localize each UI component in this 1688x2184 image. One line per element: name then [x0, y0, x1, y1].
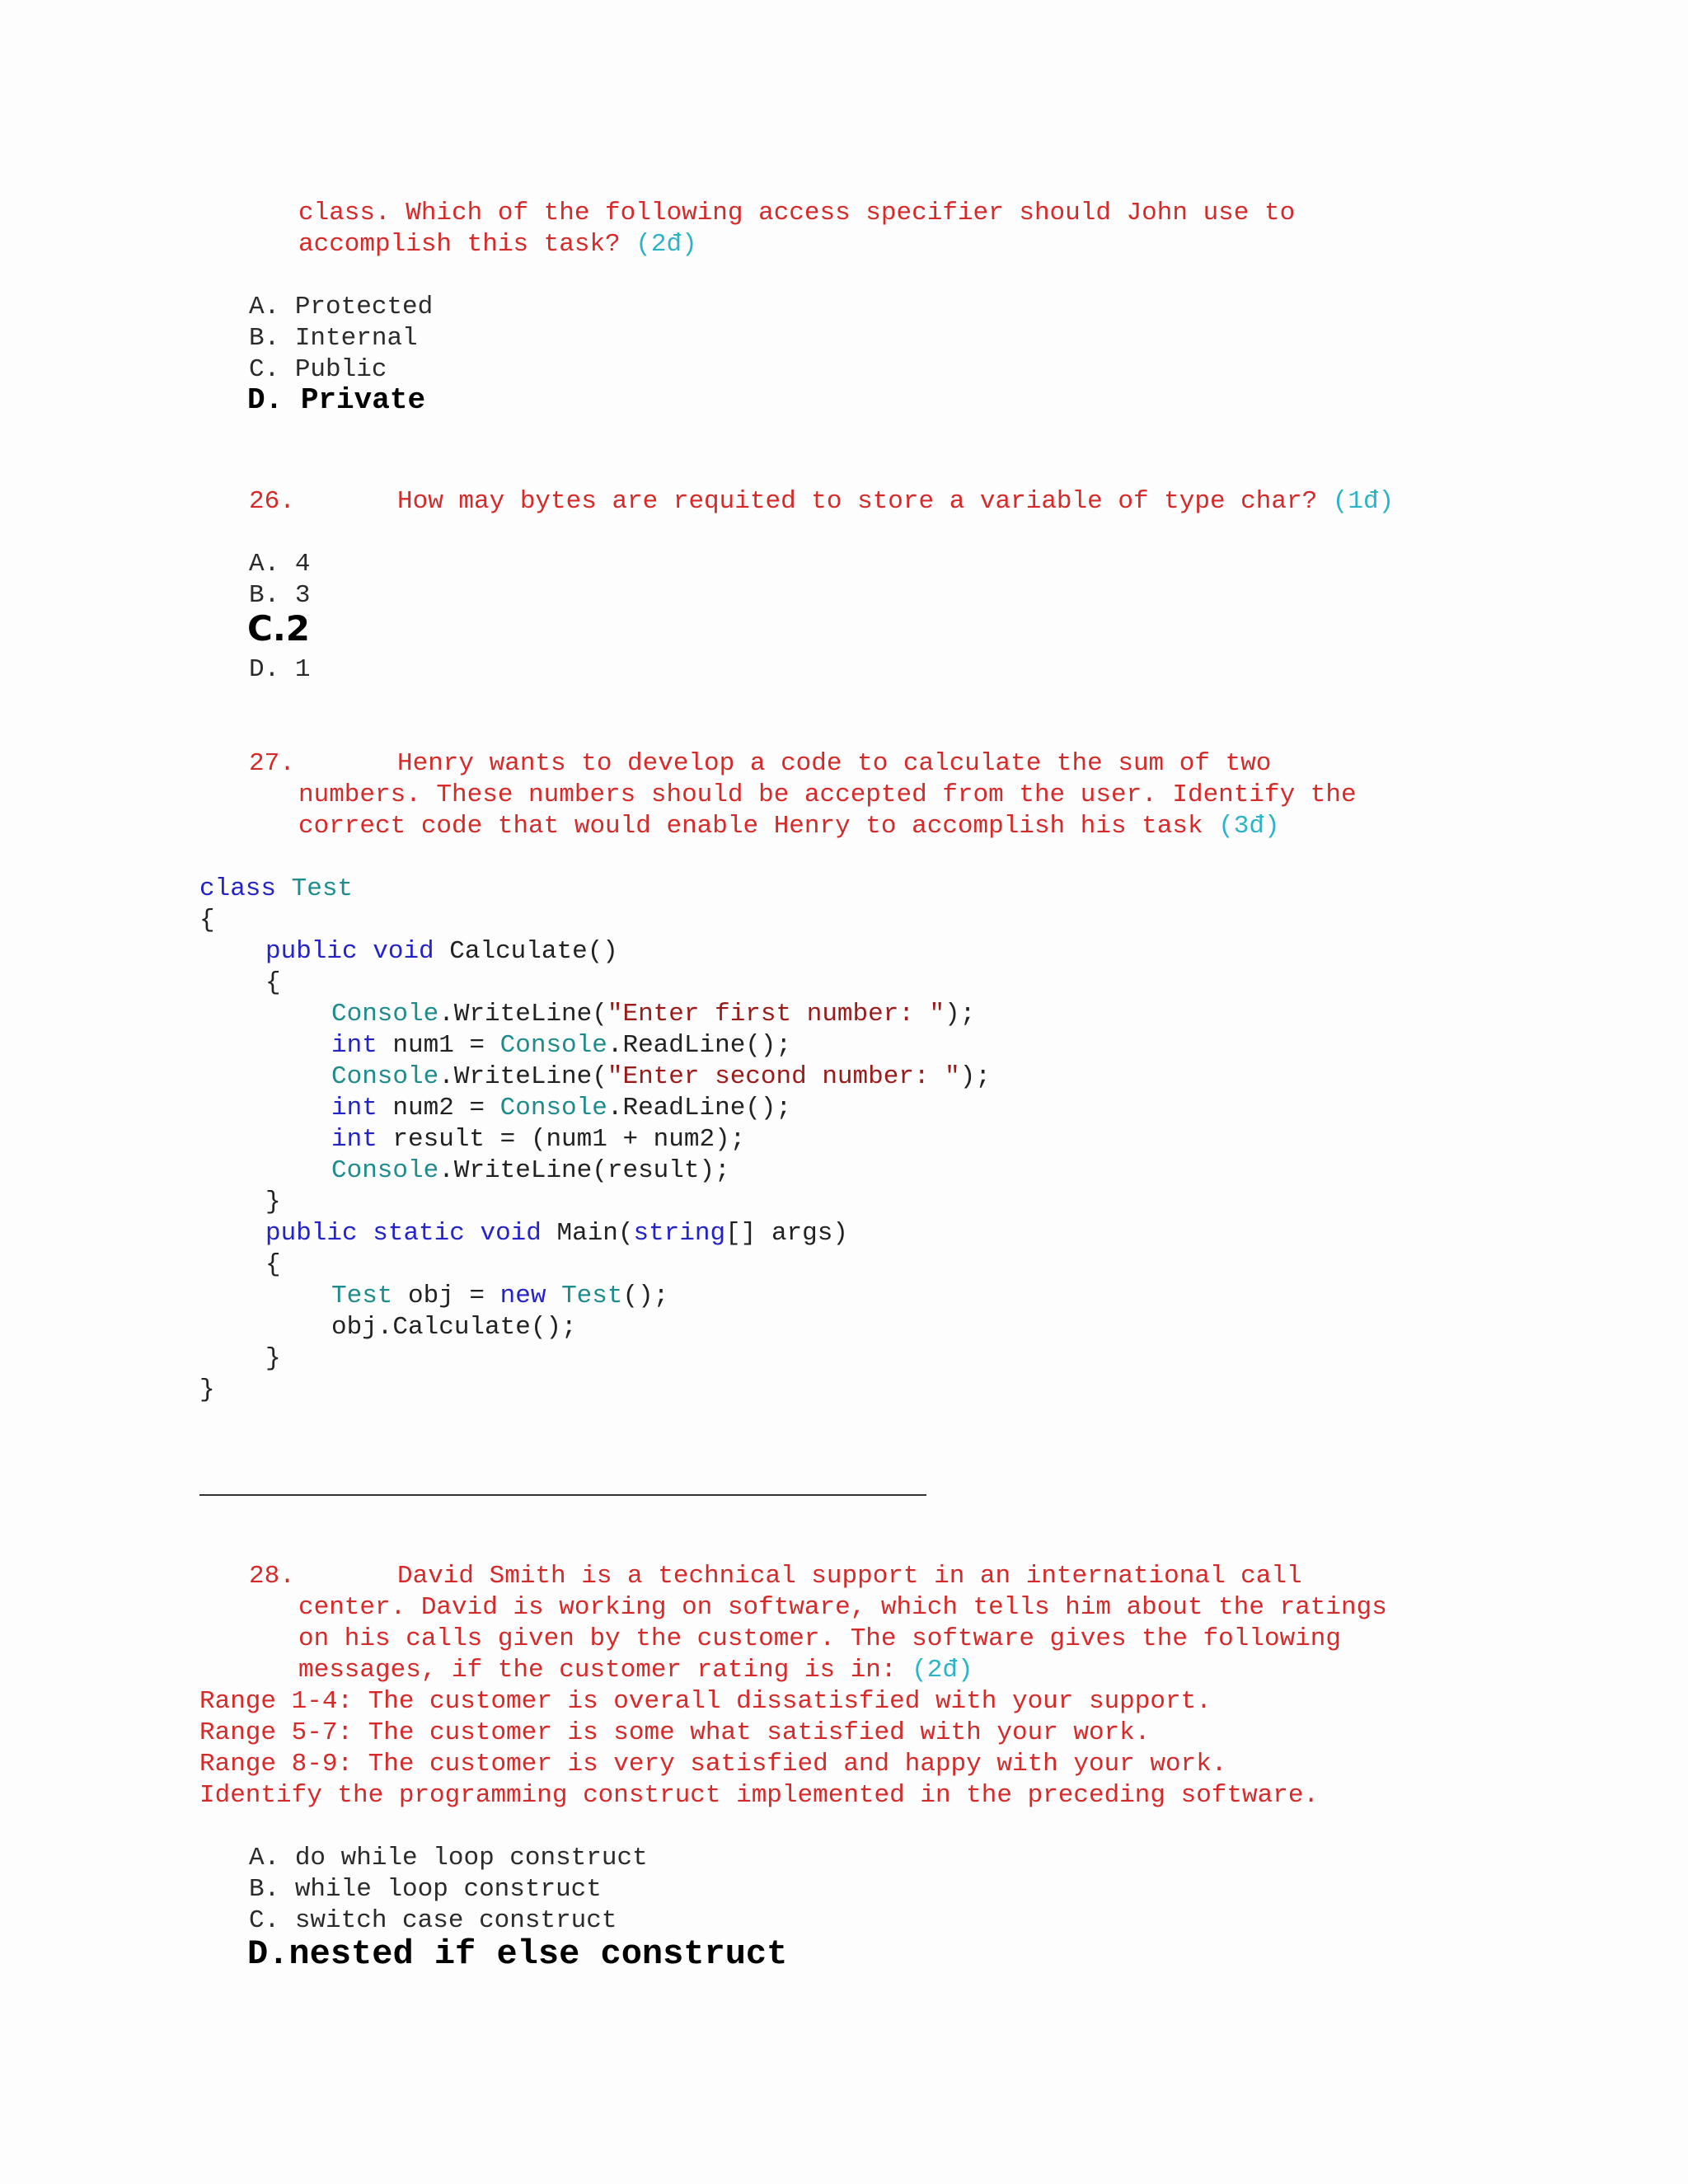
q28-range-2: Range 5-7: The customer is some what satisfied with your work.: [199, 1718, 1151, 1747]
q25-option-b: B. Internal: [249, 324, 418, 353]
q28-identify: Identify the programming construct implemented in the preceding software.: [199, 1781, 1320, 1810]
q25-option-c: C. Public: [249, 355, 387, 384]
q26-option-a: A. 4: [249, 550, 311, 579]
q28-option-c: C. switch case construct: [249, 1906, 617, 1935]
code-line-7: Test obj = new Test();: [331, 1282, 669, 1310]
q26-option-c-answer: C.2: [247, 608, 311, 649]
code-line-close-main: }: [265, 1344, 281, 1373]
q26-option-b: B. 3: [249, 581, 311, 610]
code-line-2: int num1 = Console.ReadLine();: [331, 1031, 792, 1060]
q28-option-b: B. while loop construct: [249, 1875, 602, 1904]
q28-option-d-answer: D.nested if else construct: [247, 1934, 788, 1974]
q28-stem-line2: center. David is working on software, which tells him about the ratings: [298, 1593, 1387, 1622]
q27-stem-line1: Henry wants to develop a code to calculate the sum of two: [397, 749, 1272, 778]
q25-stem-line1: class. Which of the following access specifier should John use to: [298, 199, 1296, 227]
q28-number: 28.: [249, 1562, 295, 1591]
q25-stem-text: accomplish this task?: [298, 230, 621, 259]
q25-option-a: A. Protected: [249, 293, 434, 321]
q26-stem: How may bytes are requited to store a variable of type char? (1đ): [397, 487, 1395, 516]
q27-number: 27.: [249, 749, 295, 778]
q28-range-1: Range 1-4: The customer is overall dissatisfied with your support.: [199, 1687, 1212, 1716]
answer-blank-line: [199, 1494, 926, 1496]
q28-points: (2đ): [912, 1656, 973, 1685]
code-line-4: int num2 = Console.ReadLine();: [331, 1094, 792, 1122]
q25-option-d-answer: D. Private: [247, 383, 426, 417]
code-line-1: Console.WriteLine("Enter first number: ");: [331, 1000, 976, 1029]
q28-stem-line1: David Smith is a technical support in an international call: [397, 1562, 1302, 1591]
code-line-open-class: {: [199, 906, 215, 935]
q26-option-d: D. 1: [249, 655, 311, 684]
q27-points: (3đ): [1218, 812, 1280, 841]
code-line-close-class: }: [199, 1376, 215, 1404]
code-line-8: obj.Calculate();: [331, 1313, 577, 1342]
q28-range-3: Range 8-9: The customer is very satisfied and happy with your work.: [199, 1750, 1227, 1779]
q27-stem-line3: correct code that would enable Henry to accomplish his task (3đ): [298, 812, 1280, 841]
code-line-main-signature: public static void Main(string[] args): [265, 1219, 848, 1248]
code-line-3: Console.WriteLine("Enter second number: ");: [331, 1062, 991, 1091]
q28-stem-line4: messages, if the customer rating is in: (2đ): [298, 1656, 973, 1685]
q26-points: (1đ): [1332, 487, 1395, 516]
code-line-6: Console.WriteLine(result);: [331, 1156, 730, 1185]
code-line-calculate-signature: public void Calculate(): [265, 937, 618, 966]
q25-points: (2đ): [635, 230, 697, 259]
code-line-open-calc: {: [265, 968, 281, 997]
q27-stem-line2: numbers. These numbers should be accepted from the user. Identify the: [298, 780, 1357, 809]
code-line-5: int result = (num1 + num2);: [331, 1125, 746, 1154]
q28-stem-line3: on his calls given by the customer. The software gives the following: [298, 1624, 1342, 1653]
q26-number: 26.: [249, 487, 295, 516]
code-line-open-main: {: [265, 1250, 281, 1279]
code-line-class: class Test: [199, 874, 354, 903]
q25-stem-line2: [298, 229, 697, 260]
q28-option-a: A. do while loop construct: [249, 1844, 648, 1872]
code-line-close-calc: }: [265, 1188, 281, 1216]
